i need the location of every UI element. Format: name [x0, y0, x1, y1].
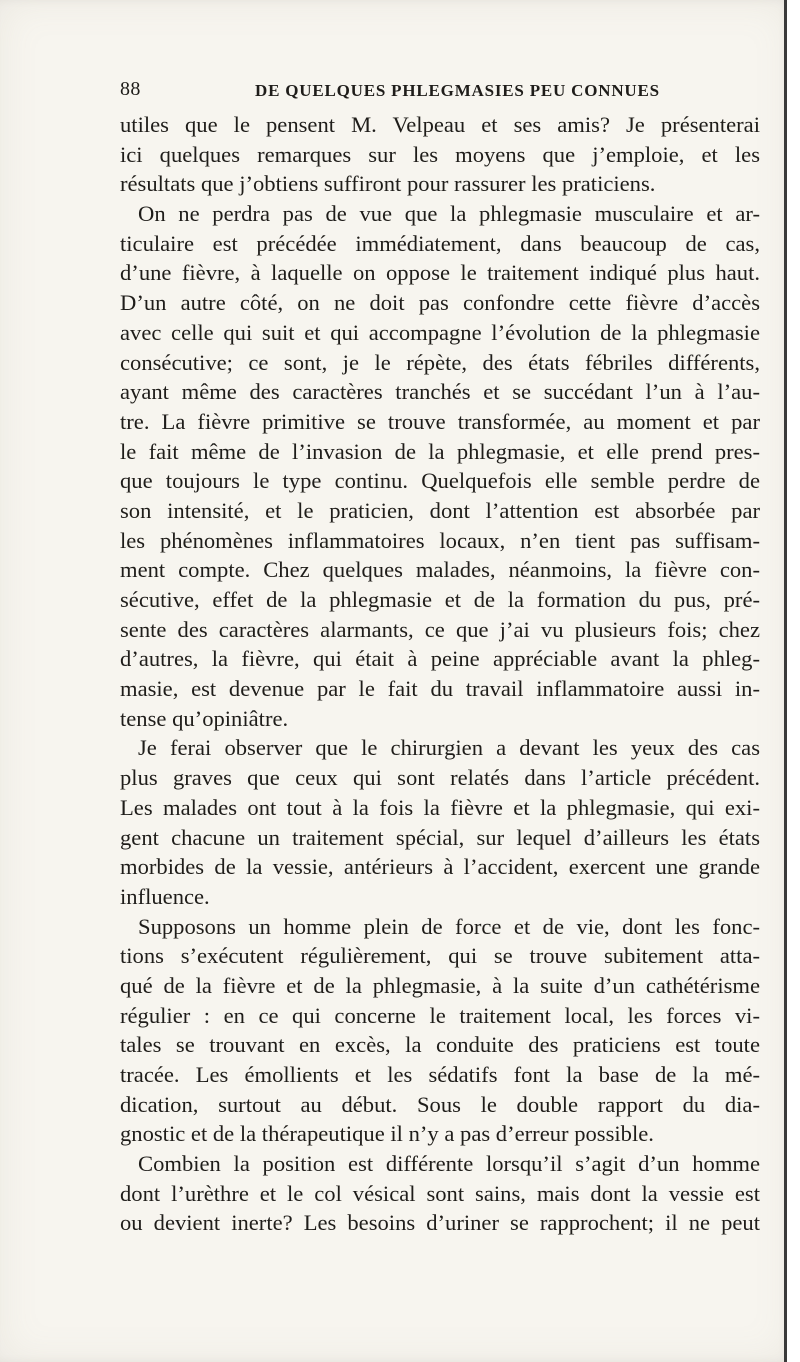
text-line: ou devient inerte? Les besoins d’uriner se rapprochent; il ne peut — [120, 1210, 760, 1236]
text-line: que toujours le type continu. Quelquefois elle semble perdre de — [120, 468, 760, 494]
text-line: tracée. Les émollients et les sédatifs font la base de la mé- — [120, 1062, 760, 1087]
text-line: résultats que j’obtiens suffiront pour rassurer les praticiens. — [120, 171, 656, 197]
text-line: ment compte. Chez quelques malades, néanmoins, la fièvre con- — [120, 557, 760, 583]
text-line: sente des caractères alarmants, ce que j’ai vu plusieurs fois; chez — [120, 616, 760, 642]
text-line: dont l’urèthre et le col vésical sont sains, mais dont la vessie est — [120, 1180, 760, 1206]
running-title: DE QUELQUES PHLEGMASIES PEU CONNUES — [255, 81, 660, 100]
text-line: D’un autre côté, on ne doit pas confondre cette fièvre d’accès — [120, 290, 760, 316]
text-line: ayant même des caractères tranchés et se succédant l’un à l’au- — [120, 379, 760, 405]
text-line: Combien la position est différente lorsqu’il s’agit d’un homme — [138, 1151, 760, 1177]
text-line: son intensité, et le praticien, dont l’attention est absorbée par — [120, 497, 760, 523]
text-line: ticulaire est précédée immédiatement, dans beaucoup de cas, — [120, 230, 760, 256]
text-line: les phénomènes inflammatoires locaux, n’en tient pas suffisam- — [120, 527, 760, 553]
text-line: Je ferai observer que le chirurgien a devant les yeux des cas — [138, 735, 760, 761]
text-line: le fait même de l’invasion de la phlegmasie, et elle prend pres- — [120, 438, 760, 464]
text-line: ici quelques remarques sur les moyens que j’emploie, et les — [120, 141, 760, 167]
text-line: tre. La fièvre primitive se trouve transformée, au moment et par — [120, 408, 760, 434]
text-line: gnostic et de la thérapeutique il n’y a pas d’erreur possible. — [120, 1121, 654, 1147]
page-number: 88 — [120, 78, 141, 100]
text-line: tense qu’opiniâtre. — [120, 705, 289, 731]
text-line: d’autres, la fièvre, qui était à peine appréciable avant la phleg- — [120, 646, 760, 672]
text-line: morbides de la vessie, antérieurs à l’accident, exercent une grande — [120, 854, 760, 880]
text-line: régulier : en ce qui concerne le traitement local, les forces vi- — [120, 1002, 760, 1028]
text-line: utiles que le pensent M. Velpeau et ses amis? Je présenterai — [120, 112, 760, 137]
text-line: qué de la fièvre et de la phlegmasie, à la suite d’un cathétérisme — [120, 972, 760, 998]
text-line: consécutive; ce sont, je le répète, des états fébriles différents, — [120, 349, 760, 375]
text-line: tales se trouvant en excès, la conduite des praticiens est toute — [120, 1032, 760, 1058]
text-line: influence. — [120, 883, 210, 909]
text-line: On ne perdra pas de vue que la phlegmasie musculaire et ar- — [138, 201, 760, 227]
text-line: masie, est devenue par le fait du travail inflammatoire aussi in- — [120, 676, 760, 702]
page-margin-strip — [787, 0, 800, 1362]
text-line: plus graves que ceux qui sont relatés dans l’article précédent. — [120, 765, 760, 791]
text-line: gent chacune un traitement spécial, sur lequel d’ailleurs les états — [120, 824, 760, 850]
text-line: dication, surtout au début. Sous le double rapport du dia- — [120, 1091, 760, 1117]
text-line: Supposons un homme plein de force et de vie, dont les fonc- — [138, 913, 760, 939]
text-line: Les malades ont tout à la fois la fièvre et la phlegmasie, qui exi- — [120, 794, 760, 820]
body-text — [120, 110, 760, 1238]
text-line: d’une fièvre, à laquelle on oppose le traitement indiqué plus haut. — [120, 260, 760, 286]
text-line: sécutive, effet de la phlegmasie et de la formation du pus, pré- — [120, 587, 760, 612]
text-line: tions s’exécutent régulièrement, qui se trouve subitement atta- — [120, 943, 760, 969]
page-header — [120, 78, 756, 108]
text-line: avec celle qui suit et qui accompagne l’évolution de la phlegmasie — [120, 319, 760, 345]
